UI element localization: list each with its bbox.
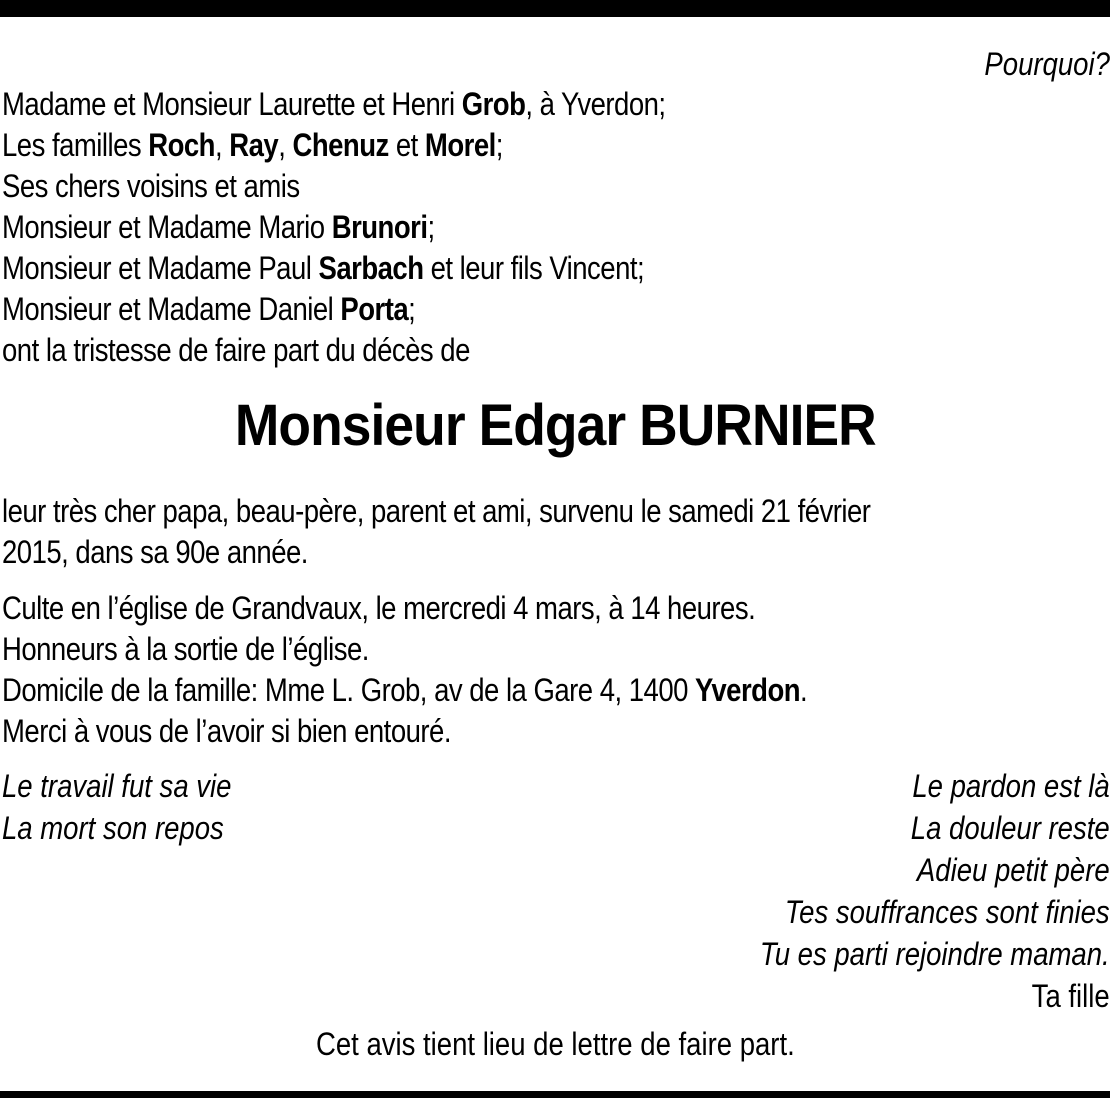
details-line: leur très cher papa, beau-père, parent et ami, survenu le samedi 21 février bbox=[2, 493, 871, 529]
family-line: Monsieur et Madame Daniel Porta; bbox=[2, 291, 416, 327]
family-name: Ray bbox=[229, 127, 279, 163]
poem-line: La douleur reste bbox=[911, 810, 1110, 846]
poem-left bbox=[2, 765, 231, 849]
family-name: Chenuz bbox=[292, 127, 389, 163]
ceremony-line: Honneurs à la sortie de l’église. bbox=[2, 631, 369, 667]
ceremony-line: Merci à vous de l’avoir si bien entouré. bbox=[2, 713, 451, 749]
family-name: Porta bbox=[340, 291, 409, 327]
city-name: Yverdon bbox=[695, 672, 801, 708]
epigraph: Pourquoi? bbox=[984, 46, 1110, 82]
family-name: Morel bbox=[424, 127, 496, 163]
ceremony-line: Domicile de la famille: Mme L. Grob, av de la Gare 4, 1400 Yverdon. bbox=[2, 672, 808, 708]
poem-line: Tu es parti rejoindre maman. bbox=[760, 936, 1110, 972]
deceased-name: Monsieur Edgar BURNIER bbox=[234, 393, 876, 458]
poem-line: La mort son repos bbox=[2, 810, 224, 846]
ceremony-line: Culte en l’église de Grandvaux, le mercredi 4 mars, à 14 heures. bbox=[2, 590, 756, 626]
poem-line: Le travail fut sa vie bbox=[2, 768, 232, 804]
announcement-line: ont la tristesse de faire part du décès de bbox=[2, 332, 470, 368]
signature: Ta fille bbox=[1031, 978, 1110, 1014]
poem-line: Adieu petit père bbox=[917, 852, 1110, 888]
families-block bbox=[2, 84, 666, 371]
details-block bbox=[2, 491, 870, 573]
poem-line: Tes souffrances sont finies bbox=[785, 894, 1110, 930]
bottom-border bbox=[0, 1091, 1110, 1098]
family-name: Sarbach bbox=[318, 250, 424, 286]
family-name: Brunori bbox=[331, 209, 428, 245]
family-name: Grob bbox=[461, 86, 526, 122]
family-line: Ses chers voisins et amis bbox=[2, 168, 300, 204]
footer-note: Cet avis tient lieu de lettre de faire part. bbox=[315, 1026, 795, 1062]
details-line: 2015, dans sa 90e année. bbox=[2, 534, 308, 570]
family-name: Roch bbox=[148, 127, 215, 163]
family-line: Monsieur et Madame Mario Brunori; bbox=[2, 209, 435, 245]
family-line: Les familles Roch, Ray, Chenuz et Morel; bbox=[2, 127, 503, 163]
poem-right bbox=[760, 765, 1110, 1017]
ceremony-block bbox=[2, 588, 807, 752]
poem-line: Le pardon est là bbox=[912, 768, 1110, 804]
family-line: Monsieur et Madame Paul Sarbach et leur fils Vincent; bbox=[2, 250, 645, 286]
family-line: Madame et Monsieur Laurette et Henri Grob, à Yverdon; bbox=[2, 86, 666, 122]
